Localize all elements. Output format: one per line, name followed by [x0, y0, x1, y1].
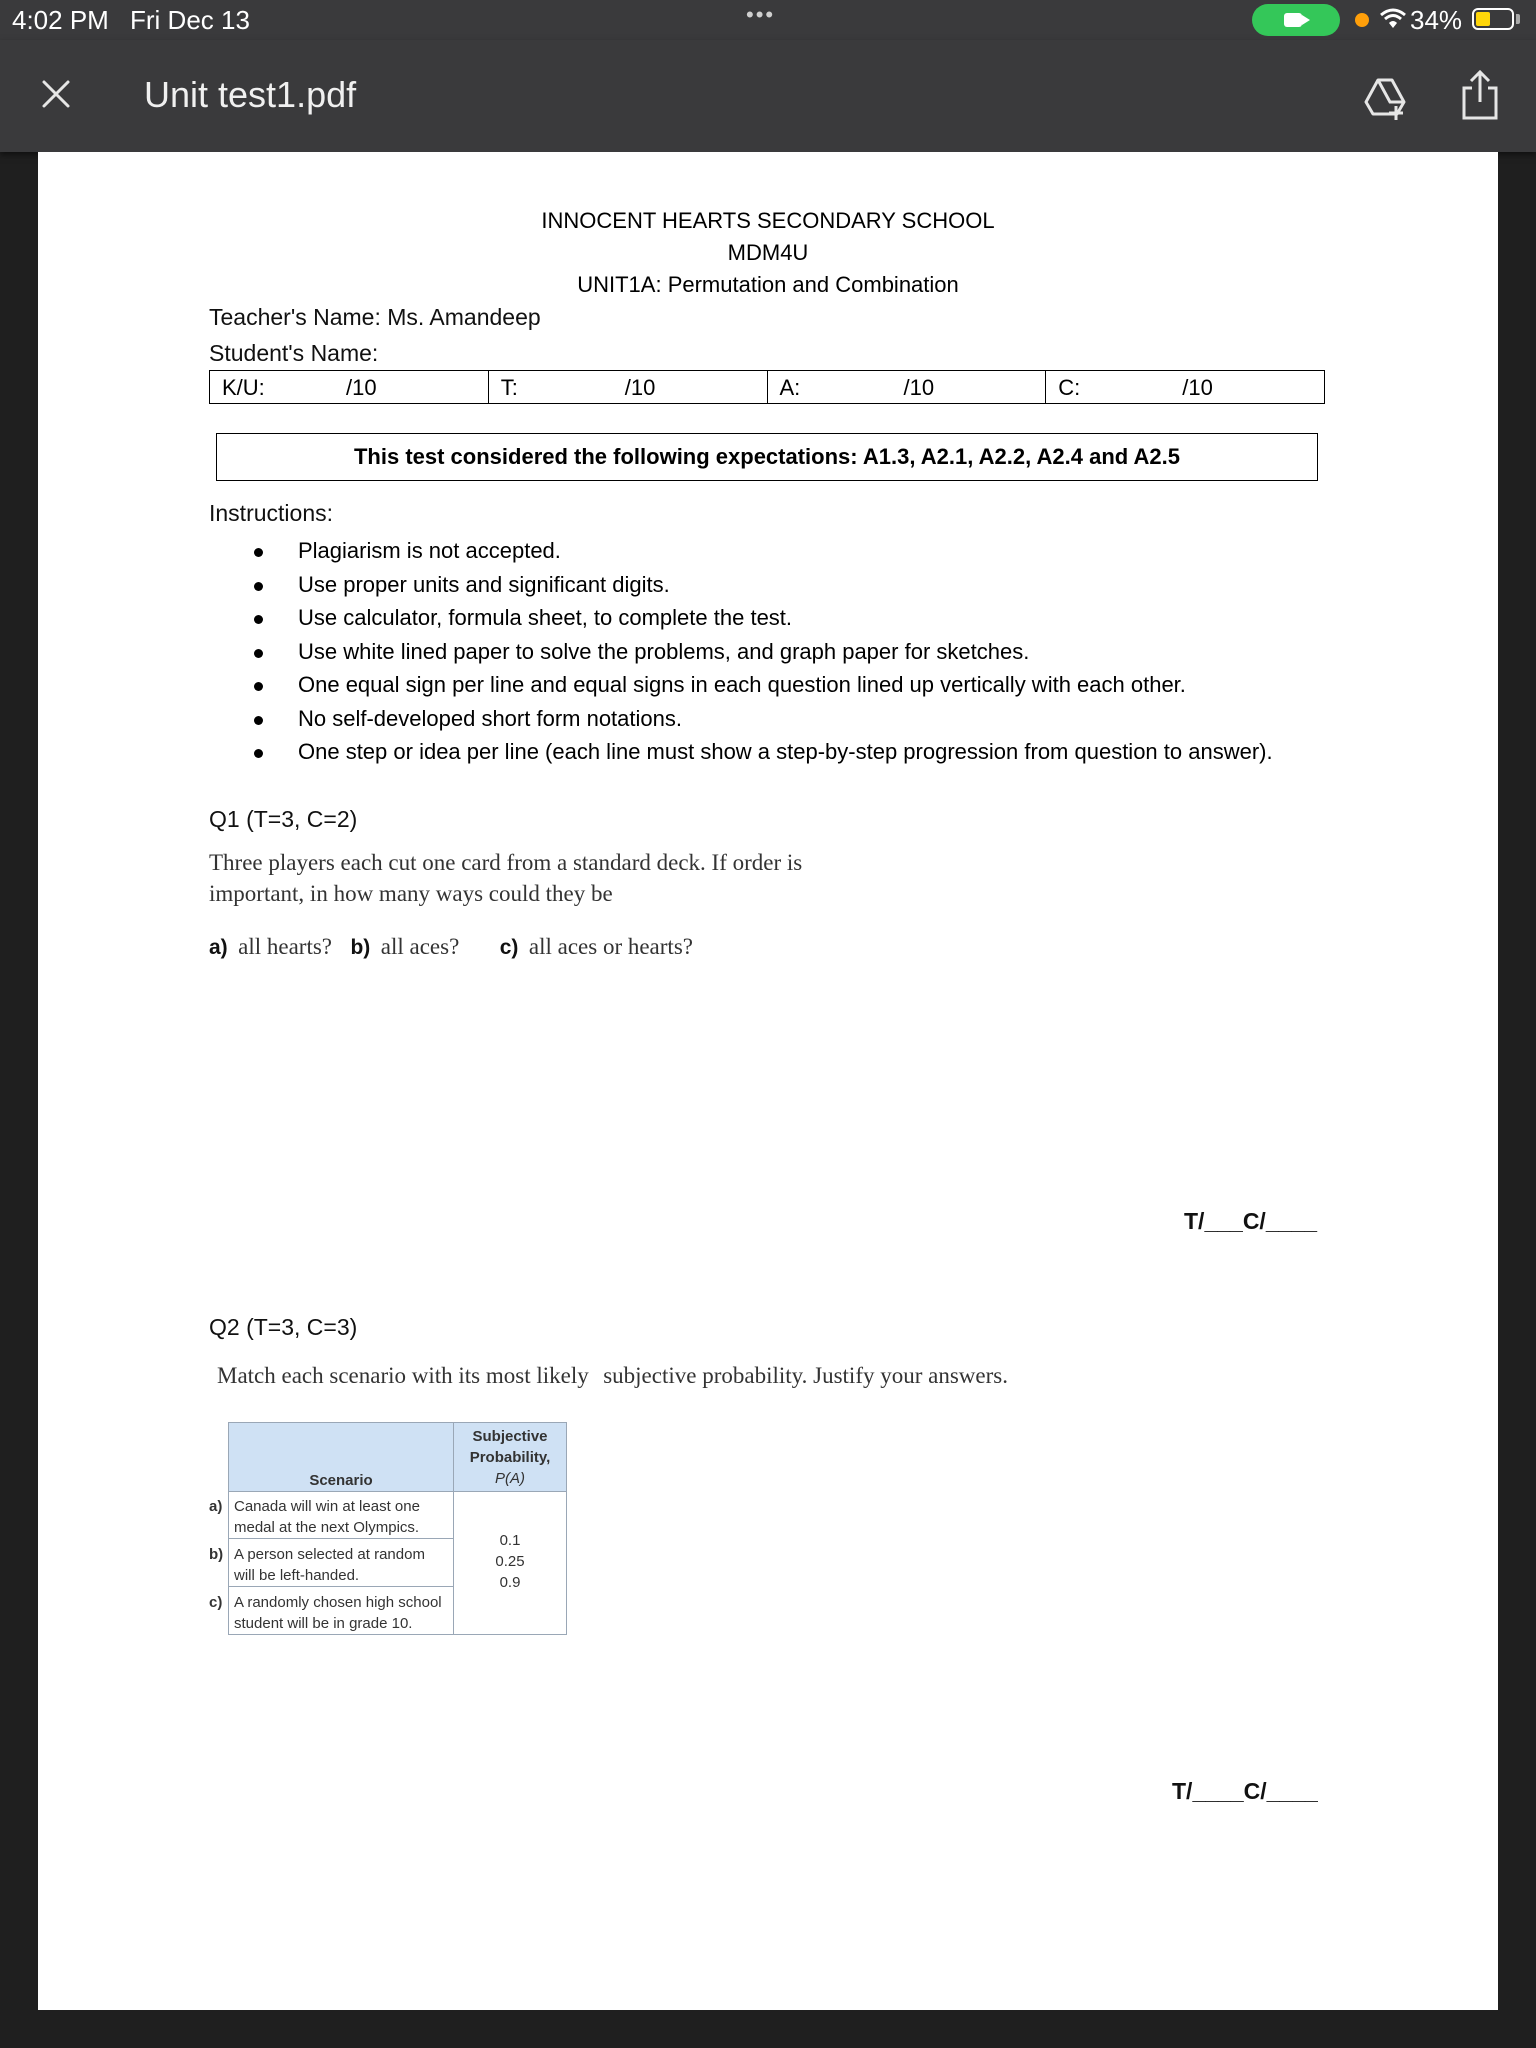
probability-header-line3: P(A) [495, 1470, 525, 1487]
marks-cell-a [768, 371, 1047, 403]
q1-options [209, 934, 693, 960]
marks-value: /10 [903, 375, 935, 400]
row-label: a) [209, 1498, 223, 1515]
marks-cell-ku [210, 371, 489, 403]
probability-header-line1: Subjective [472, 1428, 548, 1445]
course-code: MDM4U [727, 240, 809, 265]
bullet-icon [254, 548, 263, 557]
q2-prompt-part1: Match each scenario with its most likely [217, 1363, 589, 1388]
q1-option-a-label: a) [209, 936, 228, 959]
marks-label: C: [1058, 375, 1081, 400]
document-title: Unit test1.pdf [144, 74, 357, 115]
q2-prompt [217, 1363, 1008, 1389]
probability-header-line2: Probability, [469, 1449, 551, 1466]
battery-percent: 34% [1410, 5, 1463, 35]
probability-values [453, 1530, 567, 1593]
q1-option-c-label: c) [499, 936, 519, 959]
battery-icon [1472, 8, 1514, 30]
camera-indicator[interactable] [1252, 4, 1340, 36]
instruction-text: One equal sign per line and equal signs in each question lined up vertically with each other. [298, 672, 1186, 697]
instruction-text: Use white lined paper to solve the problems, and graph paper for sketches. [298, 638, 1030, 664]
status-bar [0, 0, 1536, 40]
battery-tip [1516, 14, 1520, 24]
row-line1: Canada will win at least one [234, 1498, 420, 1515]
q2-heading: Q2 (T=3, C=3) [209, 1314, 358, 1340]
add-to-drive-icon[interactable] [1360, 72, 1410, 122]
row-line2: student will be in grade 10. [234, 1615, 413, 1632]
bullet-icon [254, 582, 263, 591]
scenario-header: Scenario [309, 1472, 373, 1489]
list-item [254, 601, 1298, 635]
marks-value: /10 [346, 375, 377, 400]
marks-label: T: [500, 375, 518, 400]
instructions-list [254, 534, 1298, 769]
list-item [254, 735, 1298, 769]
row-line2: will be left-handed. [234, 1567, 360, 1584]
probability-value: 0.9 [499, 1574, 521, 1591]
row-divider [228, 1586, 454, 1587]
marks-label: K/U: [222, 375, 265, 400]
table-row [209, 1496, 454, 1538]
status-date: Fri Dec 13 [130, 5, 250, 35]
scenario-header-cell [228, 1422, 454, 1492]
marks-cell-c [1046, 371, 1324, 403]
list-item [254, 702, 1298, 736]
scenario-table [209, 1422, 579, 1636]
marks-value: /10 [1182, 375, 1213, 400]
video-camera-icon [1284, 13, 1302, 27]
q1-score-line: T/___C/____ [1184, 1208, 1317, 1234]
unit-title: UNIT1A: Permutation and Combination [577, 272, 959, 297]
instruction-text: Use proper units and significant digits. [298, 571, 670, 597]
q1-option-b-label: b) [350, 936, 371, 959]
teacher-name: Teacher's Name: Ms. Amandeep [209, 304, 541, 330]
q1-text-line2: important, in how many ways could they be [209, 881, 613, 906]
viewer-toolbar [0, 40, 1536, 152]
q2-prompt-part2: subjective probability. Justify your answers. [603, 1363, 1008, 1388]
school-name: INNOCENT HEARTS SECONDARY SCHOOL [541, 208, 995, 233]
row-label: b) [209, 1546, 224, 1563]
marks-label: A: [779, 375, 801, 400]
q1-option-b-text: all aces? [380, 934, 460, 959]
status-time: 4:02 PM [12, 5, 109, 35]
marks-table [209, 370, 1325, 404]
row-line2: medal at the next Olympics. [234, 1519, 420, 1536]
marks-cell-t [489, 371, 768, 403]
bullet-icon [254, 682, 263, 691]
list-item [254, 635, 1298, 669]
pdf-page[interactable] [38, 152, 1498, 2010]
table-row [209, 1544, 454, 1586]
probability-value: 0.25 [495, 1553, 525, 1570]
probability-header-cell [453, 1422, 567, 1492]
row-line1: A randomly chosen high school [234, 1594, 442, 1611]
probability-value: 0.1 [499, 1532, 521, 1549]
instructions-heading: Instructions: [209, 500, 333, 526]
q1-option-a-text: all hearts? [238, 934, 333, 959]
q2-score-line: T/____C/____ [1172, 1778, 1318, 1804]
share-icon[interactable] [1456, 68, 1504, 122]
q1-text-line1: Three players each cut one card from a standard deck. If order is [209, 850, 803, 875]
row-line1: A person selected at random [234, 1546, 425, 1563]
bullet-icon [254, 749, 263, 758]
student-name: Student's Name: [209, 340, 379, 366]
row-label: c) [209, 1594, 223, 1611]
bullet-icon [254, 716, 263, 725]
instruction-text: Plagiarism is not accepted. [298, 538, 561, 563]
table-row [209, 1592, 454, 1634]
instruction-text: One step or idea per line (each line must show a step-by-step progression from question to answer). [298, 739, 1273, 764]
bullet-icon [254, 649, 263, 658]
list-item [254, 568, 1298, 602]
instruction-text: No self-developed short form notations. [298, 705, 682, 731]
marks-value: /10 [624, 375, 656, 400]
q1-heading: Q1 (T=3, C=2) [209, 806, 358, 832]
instruction-text: Use calculator, formula sheet, to complete the test. [298, 605, 793, 630]
microphone-indicator-icon [1355, 13, 1369, 27]
expectations-box: This test considered the following expectations: A1.3, A2.1, A2.2, A2.4 and A2.5 [216, 433, 1318, 481]
list-item [254, 534, 1298, 568]
list-item [254, 668, 1298, 702]
row-divider [228, 1538, 454, 1539]
multitasking-dots[interactable]: ••• [746, 2, 776, 27]
close-icon[interactable] [36, 74, 76, 114]
wifi-icon [1378, 3, 1408, 33]
bullet-icon [254, 615, 263, 624]
q1-option-c-text: all aces or hearts? [528, 934, 693, 959]
